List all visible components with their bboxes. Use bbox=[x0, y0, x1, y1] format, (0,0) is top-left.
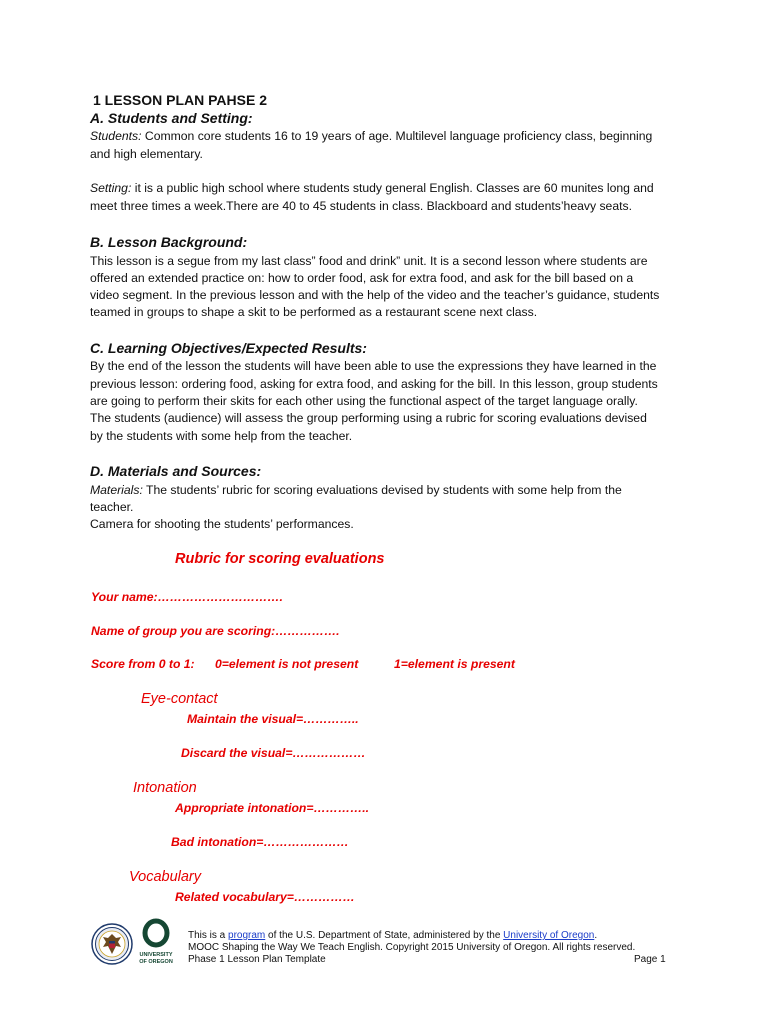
intonation-heading: Intonation bbox=[133, 780, 197, 796]
objectives-line: by the students with some help from the teacher. bbox=[90, 429, 353, 443]
background-line: video segment. In the previous lesson and with the help of the video and the teacher’s guidance, students bbox=[90, 288, 660, 302]
score-label: Score from 0 to 1: bbox=[91, 657, 195, 671]
appropriate-intonation-item: Appropriate intonation=………….. bbox=[175, 801, 369, 815]
setting-text: it is a public high school where students study general English. Classes are 60 munites long and bbox=[131, 181, 654, 195]
state-department-seal-icon bbox=[91, 923, 133, 965]
document-title: 1 LESSON PLAN PAHSE 2 bbox=[93, 92, 268, 108]
background-line: This lesson is a segue from my last class” food and drink” unit. It is a second lesson where students are bbox=[90, 254, 648, 268]
footer-copyright: MOOC Shaping the Way We Teach English. Copyright 2015 University of Oregon. All rights reserved. bbox=[188, 942, 636, 953]
setting-paragraph bbox=[90, 180, 654, 197]
students-paragraph bbox=[90, 128, 652, 145]
footer-suffix: . bbox=[594, 930, 598, 941]
materials-paragraph bbox=[90, 482, 622, 499]
section-d-heading: D. Materials and Sources: bbox=[90, 463, 262, 479]
students-label: Students: bbox=[90, 129, 142, 143]
objectives-line: The students (audience) will assess the group performing using a rubric for scoring evaluations devised bbox=[90, 411, 647, 425]
group-name-field: Name of group you are scoring:……………. bbox=[91, 624, 340, 638]
related-vocabulary-item: Related vocabulary=…………… bbox=[175, 890, 355, 904]
university-of-oregon-logo-icon bbox=[137, 918, 175, 968]
students-text: Common core students 16 to 19 years of age. Multilevel language proficiency class, beginning bbox=[141, 129, 653, 143]
footer-prefix: This is a bbox=[188, 930, 229, 941]
setting-label: Setting: bbox=[90, 181, 132, 195]
logo-caption-line-2: OF OREGON bbox=[139, 959, 173, 965]
eye-contact-heading: Eye-contact bbox=[141, 691, 218, 707]
footer-template-name: Phase 1 Lesson Plan Template bbox=[188, 954, 326, 965]
university-of-oregon-link[interactable]: University of Oregon bbox=[503, 930, 595, 941]
vocabulary-heading: Vocabulary bbox=[129, 869, 202, 885]
objectives-line: By the end of the lesson the students will have been able to use the expressions they have learned in the bbox=[90, 359, 657, 373]
logo-caption-line-1: UNIVERSITY bbox=[139, 952, 173, 958]
score-one-definition: 1=element is present bbox=[394, 657, 515, 671]
bad-intonation-item: Bad intonation=………………… bbox=[171, 835, 349, 849]
objectives-line: previous lesson: ordering food, asking for extra food, and asking for the bill. In this lesson, group students bbox=[90, 377, 658, 391]
section-b-heading: B. Lesson Background: bbox=[90, 234, 248, 250]
students-text-2: and high elementary. bbox=[90, 147, 203, 161]
materials-label: Materials: bbox=[90, 483, 143, 497]
materials-text-3: Camera for shooting the students’ performances. bbox=[90, 517, 354, 531]
background-line: offered an extended practice on: how to order food, ask for extra food, and ask for the bill based on a bbox=[90, 271, 634, 285]
objectives-line: are going to perform their skits for each other using the functional aspect of the target language orally. bbox=[90, 394, 638, 408]
section-a-heading: A. Students and Setting: bbox=[90, 110, 253, 126]
discard-visual-item: Discard the visual=……………… bbox=[181, 746, 366, 760]
background-line: teamed in groups to shape a skit to be performed as a restaurant scene next class. bbox=[90, 305, 538, 319]
footer-line-1 bbox=[188, 930, 597, 943]
your-name-field: Your name:…………………………. bbox=[91, 590, 283, 604]
maintain-visual-item: Maintain the visual=………….. bbox=[187, 712, 359, 726]
program-link[interactable]: program bbox=[228, 930, 266, 941]
footer-mid: of the U.S. Department of State, administered by the bbox=[265, 930, 504, 941]
materials-text-2: teacher. bbox=[90, 500, 134, 514]
rubric-title: Rubric for scoring evaluations bbox=[175, 551, 385, 567]
page-number: Page 1 bbox=[634, 954, 666, 965]
materials-text: The students’ rubric for scoring evaluations devised by students with some help from the bbox=[142, 483, 622, 497]
section-c-heading: C. Learning Objectives/Expected Results: bbox=[90, 340, 367, 356]
score-zero-definition: 0=element is not present bbox=[215, 657, 359, 671]
setting-text-2: meet three times a week.There are 40 to 45 students in class. Blackboard and students’heavy seats. bbox=[90, 199, 632, 213]
